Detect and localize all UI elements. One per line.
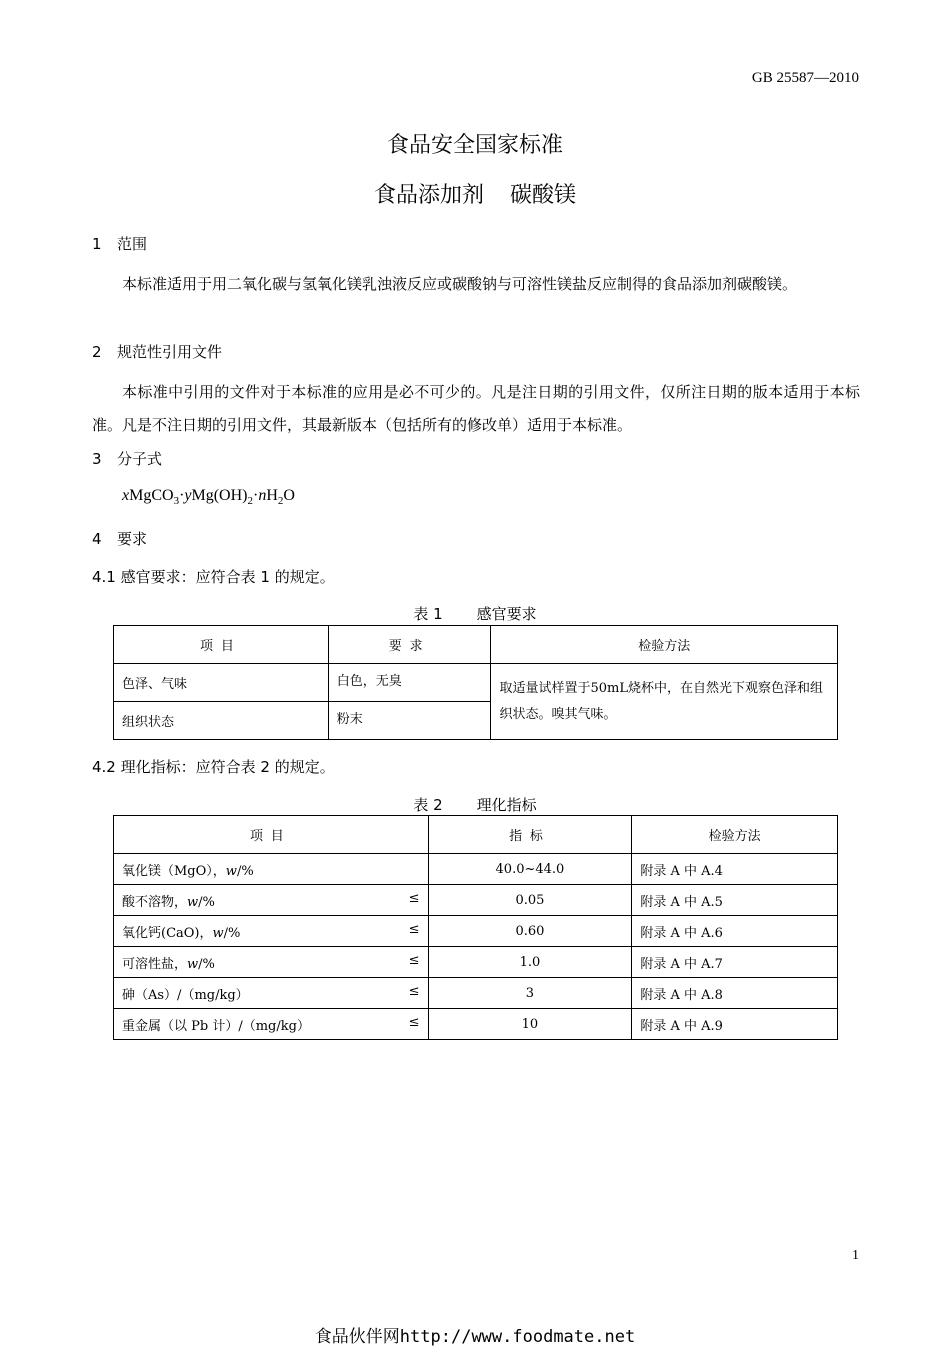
table-cell-item: 氧化钙(CaO)，w/% ≤ — [114, 916, 429, 947]
table-row — [114, 978, 838, 1009]
section-4-1-text: 4.1 感官要求：应符合表 1 的规定。 — [92, 568, 335, 586]
footer-watermark: 食品伙伴网http://www.foodmate.net — [314, 1327, 636, 1347]
document-title: 食品安全国家标准 — [386, 133, 563, 158]
table-cell-value: 3 — [428, 978, 632, 1009]
table-1-caption: 表 1 感官要求 — [413, 605, 537, 623]
section-number: 4 — [92, 530, 102, 548]
table-cell-item: 可溶性盐，w/% ≤ — [114, 947, 429, 978]
section-title: 规范性引用文件 — [117, 343, 223, 361]
table-cell-method: 附录 A 中 A.8 — [632, 978, 838, 1009]
subtitle-part-b: 碳酸镁 — [510, 183, 577, 208]
table-cell-method: 附录 A 中 A.6 — [632, 916, 838, 947]
section-4-2-text: 4.2 理化指标：应符合表 2 的规定。 — [92, 758, 335, 776]
table-row — [114, 916, 838, 947]
table-cell-item: 酸不溶物，w/% ≤ — [114, 885, 429, 916]
less-equal-sign: ≤ — [408, 983, 420, 999]
table-cell: 色泽、气味 — [114, 664, 329, 702]
section-title: 要求 — [117, 530, 148, 548]
less-equal-sign: ≤ — [408, 921, 420, 937]
section-number: 1 — [92, 235, 102, 253]
section-2-text: 本标准中引用的文件对于本标准的应用是必不可少的。凡是注日期的引用文件，仅所注日期的版本适用于本标准。凡是不注日期的引用文件，其最新版本（包括所有的修改单）适用于本标准。 — [92, 383, 860, 434]
table-row — [114, 664, 838, 702]
table-row — [114, 1009, 838, 1040]
table-2-caption: 表 2 理化指标 — [413, 796, 537, 814]
table-header: 项目 — [114, 816, 429, 854]
less-equal-sign: ≤ — [408, 1014, 420, 1030]
table-cell-method: 附录 A 中 A.5 — [632, 885, 838, 916]
table-cell-method: 附录 A 中 A.7 — [632, 947, 838, 978]
document-subtitle — [0, 178, 950, 209]
table-cell-method: 附录 A 中 A.4 — [632, 854, 838, 885]
table-cell-item: 重金属（以 Pb 计）/（mg/kg） ≤ — [114, 1009, 429, 1040]
table-cell-value: 1.0 — [428, 947, 632, 978]
table-cell: 组织状态 — [114, 702, 329, 740]
section-4-heading — [92, 528, 147, 549]
table-cell-value: 0.60 — [428, 916, 632, 947]
less-equal-sign: ≤ — [408, 952, 420, 968]
page-number: 1 — [852, 1248, 859, 1263]
section-1-heading — [92, 233, 147, 254]
table-cell: 白色，无臭 — [328, 664, 491, 702]
table-header: 项目 — [114, 626, 329, 664]
less-equal-sign: ≤ — [408, 890, 420, 906]
table-1-sensory — [113, 625, 838, 740]
table-2-physicochemical — [113, 815, 838, 1040]
section-title: 分子式 — [117, 450, 163, 468]
table-row — [114, 947, 838, 978]
table-header: 检验方法 — [632, 816, 838, 854]
section-number: 3 — [92, 450, 102, 468]
table-header: 指标 — [428, 816, 632, 854]
table-header: 要求 — [328, 626, 491, 664]
table-cell-value: 0.05 — [428, 885, 632, 916]
table-row — [114, 854, 838, 885]
subtitle-part-a: 食品添加剂 — [373, 183, 484, 208]
table-cell-value: 10 — [428, 1009, 632, 1040]
section-1-text: 本标准适用于用二氧化碳与氢氧化镁乳浊液反应或碳酸钠与可溶性镁盐反应制得的食品添加剂碳酸镁。 — [122, 275, 798, 293]
section-number: 2 — [92, 343, 102, 361]
standard-number: GB 25587—2010 — [751, 70, 859, 86]
section-2-heading — [92, 341, 222, 362]
table-row — [114, 885, 838, 916]
table-cell-item: 砷（As）/（mg/kg） ≤ — [114, 978, 429, 1009]
table-cell-method: 取适量试样置于50mL烧杯中，在自然光下观察色泽和组织状态。嗅其气味。 — [491, 664, 838, 740]
table-cell-item: 氧化镁（MgO），w/% — [114, 854, 429, 885]
section-title: 范围 — [117, 235, 148, 253]
table-cell-method: 附录 A 中 A.9 — [632, 1009, 838, 1040]
table-header: 检验方法 — [491, 626, 838, 664]
section-3-heading — [92, 448, 162, 469]
table-cell: 粉末 — [328, 702, 491, 740]
molecular-formula: $xMgCO_3\cdot yMg(OH)_2\cdot nH_2O$ — [122, 487, 295, 508]
table-cell-value: 40.0~44.0 — [428, 854, 632, 885]
